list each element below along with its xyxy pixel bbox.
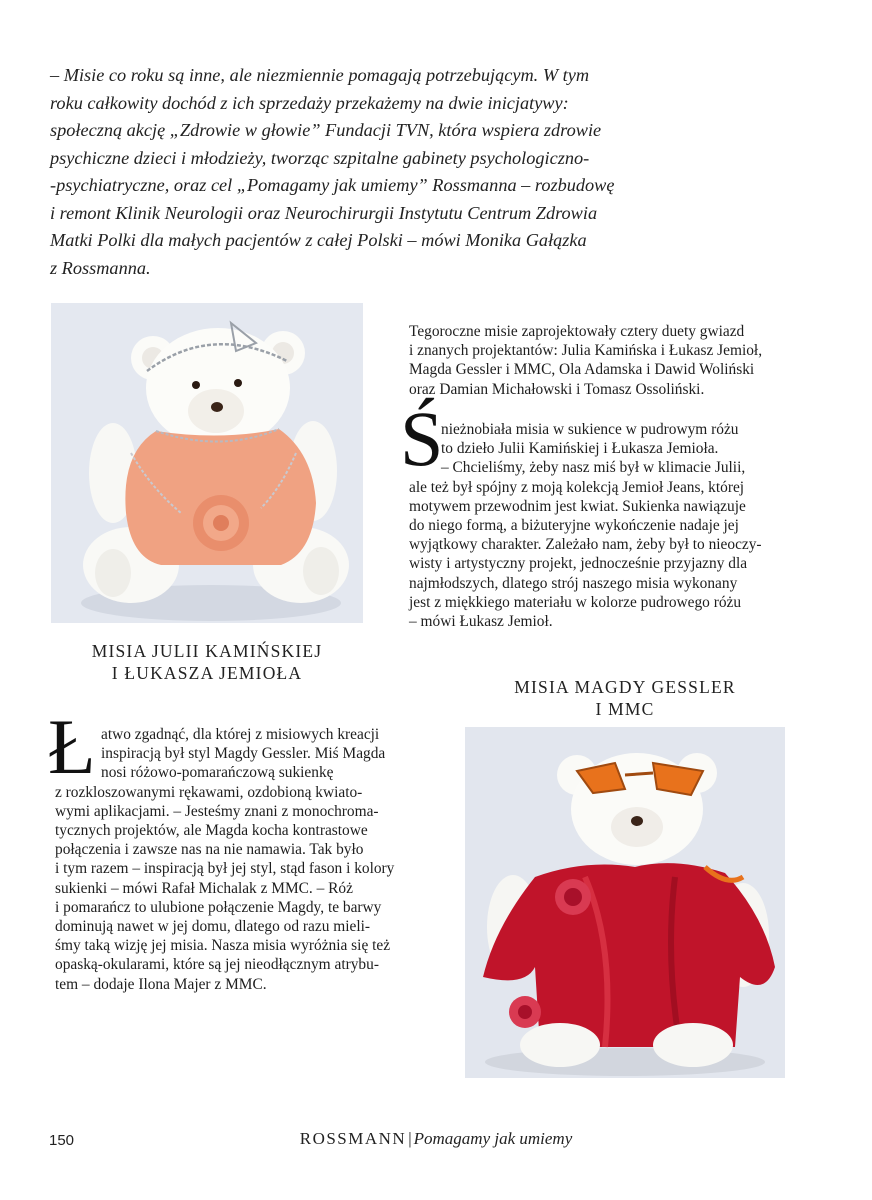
intro-line: – Misie co roku są inne, ale niezmiennie pomagają potrzebującym. W tym: [50, 65, 590, 85]
footer-brand: [0, 1129, 872, 1149]
text-line: jest z miękkiego materiału w kolorze pudrowego różu: [409, 593, 742, 611]
intro-line: z Rossmanna.: [50, 257, 151, 278]
text-line: – Chcieliśmy, żeby nasz miś był w klimacie Julii,: [441, 459, 746, 477]
text-line: do niego formą, a biżuteryjne wykończenie nadaje jej: [409, 517, 739, 535]
bear-photo-magda-mmc: [465, 727, 785, 1078]
text-line: sukienki – mówi Rafał Michalak z MMC. – Róż: [55, 879, 353, 897]
text-line: ale też był spójny z moją kolekcją Jemioł Jeans, której: [409, 478, 745, 496]
text-line: motywem przewodnim jest kwiat. Sukienka nawiązuje: [409, 497, 746, 515]
text-line: i znanych projektantów: Julia Kamińska i Łukasz Jemioł,: [409, 342, 763, 360]
bear-red-dress-image: [465, 727, 785, 1078]
intro-line: Matki Polki dla małych pacjentów z całej Polski – mówi Monika Gałązka: [50, 230, 587, 250]
text-line: najmłodszych, dlatego strój naszego misia wykonany: [409, 574, 738, 592]
text-line: wisty i artystyczny projekt, jednocześnie przyjazny dla: [409, 555, 748, 573]
drop-cap: Ś: [400, 395, 444, 482]
bear-photo-julia-lukasz: [51, 303, 363, 623]
text-line: i pomarańcz to ulubione połączenie Magdy, te barwy: [55, 898, 382, 916]
text-line: to dzieło Julii Kamińskiej i Łukasza Jemioła.: [441, 440, 719, 458]
text-line: tem – dodaje Ilona Majer z MMC.: [55, 975, 267, 993]
text-line: Tegoroczne misie zaprojektowały cztery duety gwiazd: [409, 323, 745, 340]
intro-quote: [50, 62, 740, 282]
text-line: Magda Gessler i MMC, Ola Adamska i Dawid Woliński: [409, 361, 755, 379]
text-line: atwo zgadnąć, dla której z misiowych kreacji: [101, 726, 380, 743]
caption-bear-magda-mmc: [465, 676, 785, 720]
text-line: – mówi Łukasz Jemioł.: [409, 613, 553, 631]
text-line: inspiracją był styl Magdy Gessler. Miś Magda: [101, 745, 386, 763]
intro-line: społeczną akcję „Zdrowie w głowie” Fundacji TVN, która wspiera zdrowie: [50, 120, 602, 140]
text-line: śmy taką wizję jej misia. Nasza misia wyróżnia się też: [55, 937, 391, 955]
bear-pink-dress-image: [51, 303, 363, 623]
caption-bear-julia-lukasz: [51, 640, 363, 684]
text-line: wymi aplikacjami. – Jesteśmy znani z monochroma-: [55, 802, 379, 820]
paragraph-designers: [409, 322, 829, 399]
intro-line: i remont Klinik Neurologii oraz Neurochirurgii Instytutu Centrum Zdrowia: [50, 202, 598, 223]
text-line: nieżnobiała misia w sukience w pudrowym różu: [441, 421, 739, 438]
text-line: opaską-okularami, które są jej nieodłącznym atrybu-: [55, 956, 379, 974]
paragraph-magda-gessler: [55, 725, 415, 994]
intro-line: psychiczne dzieci i młodzieży, tworząc szpitalne gabinety psychologiczno-: [50, 147, 590, 168]
caption-line: I MMC: [595, 699, 655, 719]
intro-line: roku całkowity dochód z ich sprzedaży przekażemy na dwie inicjatywy:: [50, 92, 569, 113]
text-line: nosi różowo-pomarańczową sukienkę: [101, 764, 334, 782]
drop-cap: Ł: [48, 703, 96, 790]
page-number: 150: [49, 1132, 75, 1149]
text-line: tycznych projektów, ale Magda kocha kontrastowe: [55, 822, 368, 840]
caption-line: MISIA JULII KAMIŃSKIEJ: [91, 641, 323, 661]
paragraph-julia-kaminska: [409, 420, 829, 631]
text-line: wyjątkowy charakter. Zależało nam, żeby był to nieoczy-: [409, 536, 762, 554]
caption-line: MISIA MAGDY GESSLER: [514, 677, 736, 697]
intro-line: -psychiatryczne, oraz cel „Pomagamy jak umiemy” Rossmanna – rozbudowę: [50, 175, 615, 195]
brand-separator: |: [408, 1129, 412, 1148]
text-line: połączenia i zawsze nas na nie namawia. Tak było: [55, 841, 364, 859]
brand-name: ROSSMANN: [299, 1129, 407, 1148]
text-line: oraz Damian Michałowski i Tomasz Ossoliński.: [409, 380, 705, 398]
text-line: i tym razem – inspiracją był jej styl, stąd fason i kolory: [55, 860, 395, 878]
brand-slogan: Pomagamy jak umiemy: [413, 1129, 573, 1148]
text-line: z rozkloszowanymi rękawami, ozdobioną kwiato-: [55, 783, 363, 801]
text-line: dominują nawet w jej domu, dlatego od razu mieli-: [55, 918, 370, 936]
caption-line: I ŁUKASZA JEMIOŁA: [111, 663, 303, 683]
